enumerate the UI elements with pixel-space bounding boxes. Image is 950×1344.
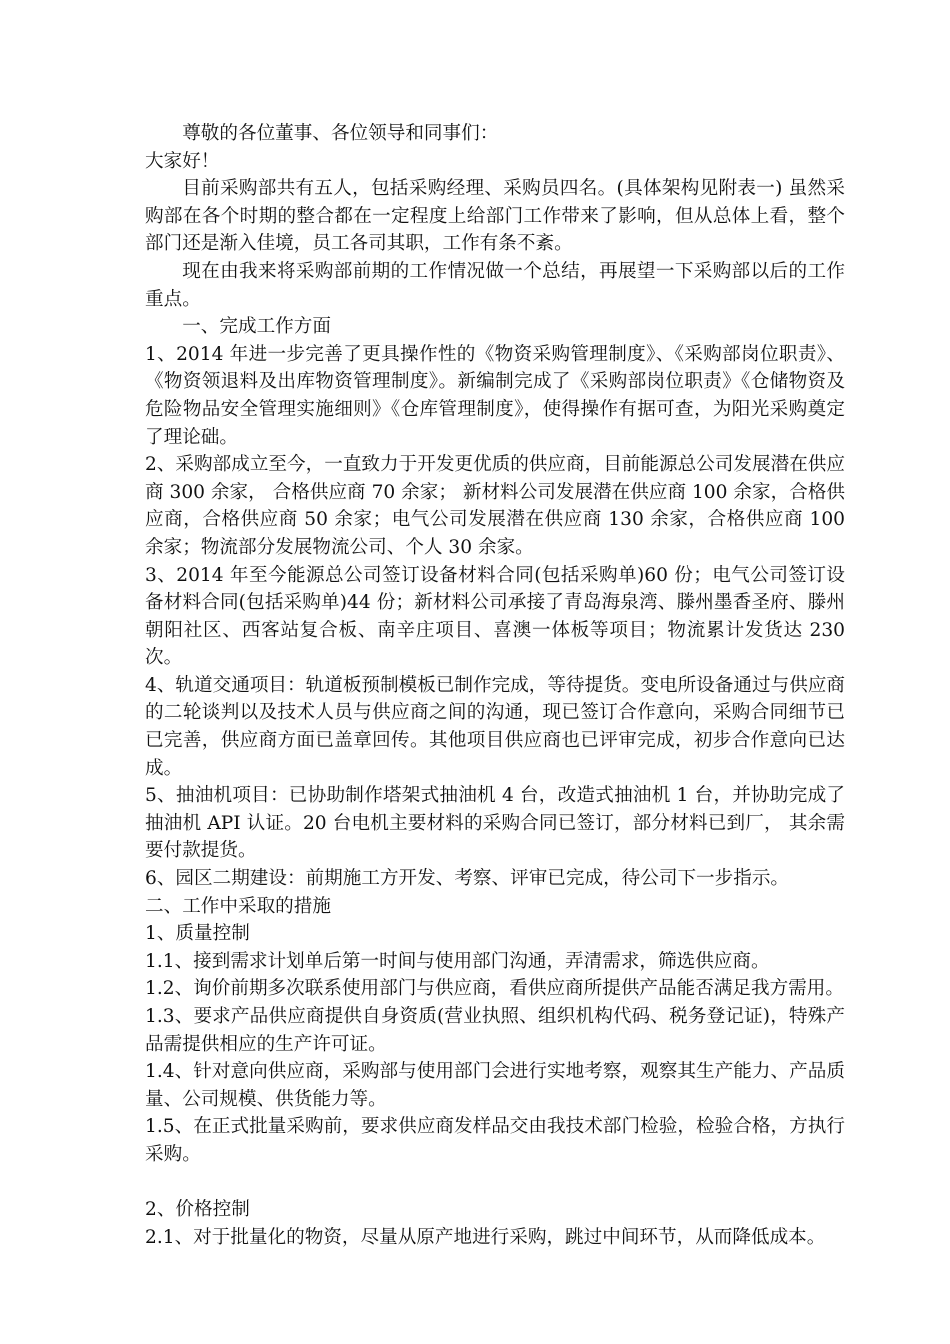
paragraph-intro: 目前采购部共有五人，包括采购经理、采购员四名。(具体架构见附表一) 虽然采购部在各个时期的整合都在一定程度上给部门工作带来了影响，但从总体上看，整个部门还是渐入佳境，员工各司其职，工作有条不紊。 bbox=[145, 178, 845, 255]
paragraph-summary: 现在由我来将采购部前期的工作情况做一个总结，再展望一下采购部以后的工作重点。 bbox=[145, 260, 845, 310]
section-heading-completed-work: 一、完成工作方面 bbox=[182, 316, 331, 338]
blank-line bbox=[145, 1169, 845, 1197]
list-item: 1.5、在正式批量采购前，要求供应商发样品交由我技术部门检验，检验合格，方执行采购。 bbox=[145, 1116, 845, 1165]
list-item: 1、2014 年进一步完善了更具操作性的《物资采购管理制度》、《采购部岗位职责》、《物资领退料及出库物资管理制度》。新编制完成了《采购部岗位职责》《仓储物资及危险物品安全管理实施细则》《仓库管理制度》，使得操作有据可查，为阳光采购奠定了理论础。 bbox=[145, 343, 845, 448]
list-item: 4、轨道交通项目：轨道板预制模板已制作完成，等待提货。变电所设备通过与供应商的二轮谈判以及技术人员与供应商之间的沟通，现已签订合作意向，采购合同细节已已完善，供应商方面已盖章回传。其他项目供应商也已评审完成，初步合作意向已达成。 bbox=[145, 674, 845, 779]
subsection-heading-price: 2、价格控制 bbox=[145, 1199, 250, 1221]
list-item: 1.4、针对意向供应商，采购部与使用部门会进行实地考察，观察其生产能力、产品质量、公司规模、供货能力等。 bbox=[145, 1061, 845, 1110]
greeting: 大家好！ bbox=[145, 150, 220, 172]
list-item: 5、抽油机项目：已协助制作塔架式抽油机 4 台，改造式抽油机 1 台，并协助完成了抽油机 API 认证。20 台电机主要材料的采购合同已签订，部分材料已到厂， 其余需要付款提货。 bbox=[145, 785, 845, 862]
list-item: 1.1、接到需求计划单后第一时间与使用部门沟通，弄清需求，筛选供应商。 bbox=[145, 950, 770, 972]
list-item: 1.3、要求产品供应商提供自身资质(营业执照、组织机构代码、税务登记证)，特殊产品需提供相应的生产许可证。 bbox=[145, 1006, 845, 1055]
list-item: 2.1、对于批量化的物资，尽量从原产地进行采购，跳过中间环节，从而降低成本。 bbox=[145, 1226, 826, 1248]
salutation: 尊敬的各位董事、各位领导和同事们： bbox=[182, 123, 499, 144]
list-item: 3、2014 年至今能源总公司签订设备材料合同(包括采购单)60 份；电气公司签订设备材料合同(包括采购单)44 份；新材料公司承接了青岛海泉湾、滕州墨香圣府、滕州朝阳社区、西客站复合板、南辛庄项目、喜澳一体板等项目；物流累计发货达 230次。 bbox=[145, 564, 845, 669]
list-item: 1.2、询价前期多次联系使用部门与供应商，看供应商所提供产品能否满足我方需用。 bbox=[145, 978, 844, 1000]
section-heading-measures: 二、工作中采取的措施 bbox=[145, 895, 331, 917]
list-item: 2、采购部成立至今，一直致力于开发更优质的供应商，目前能源总公司发展潜在供应商 300 余家， 合格供应商 70 余家； 新材料公司发展潜在供应商 100 余家，合格供应商，合格供应商 50 余家；电气公司发展潜在供应商 130 余家，合格供应商 100 余家；物流部分发展物流公司、个人 30 余家。 bbox=[145, 454, 845, 558]
list-item: 6、园区二期建设：前期施工方开发、考察、评审已完成，待公司下一步指示。 bbox=[145, 868, 790, 890]
subsection-heading-quality: 1、质量控制 bbox=[145, 923, 250, 945]
document-body bbox=[145, 120, 845, 1251]
